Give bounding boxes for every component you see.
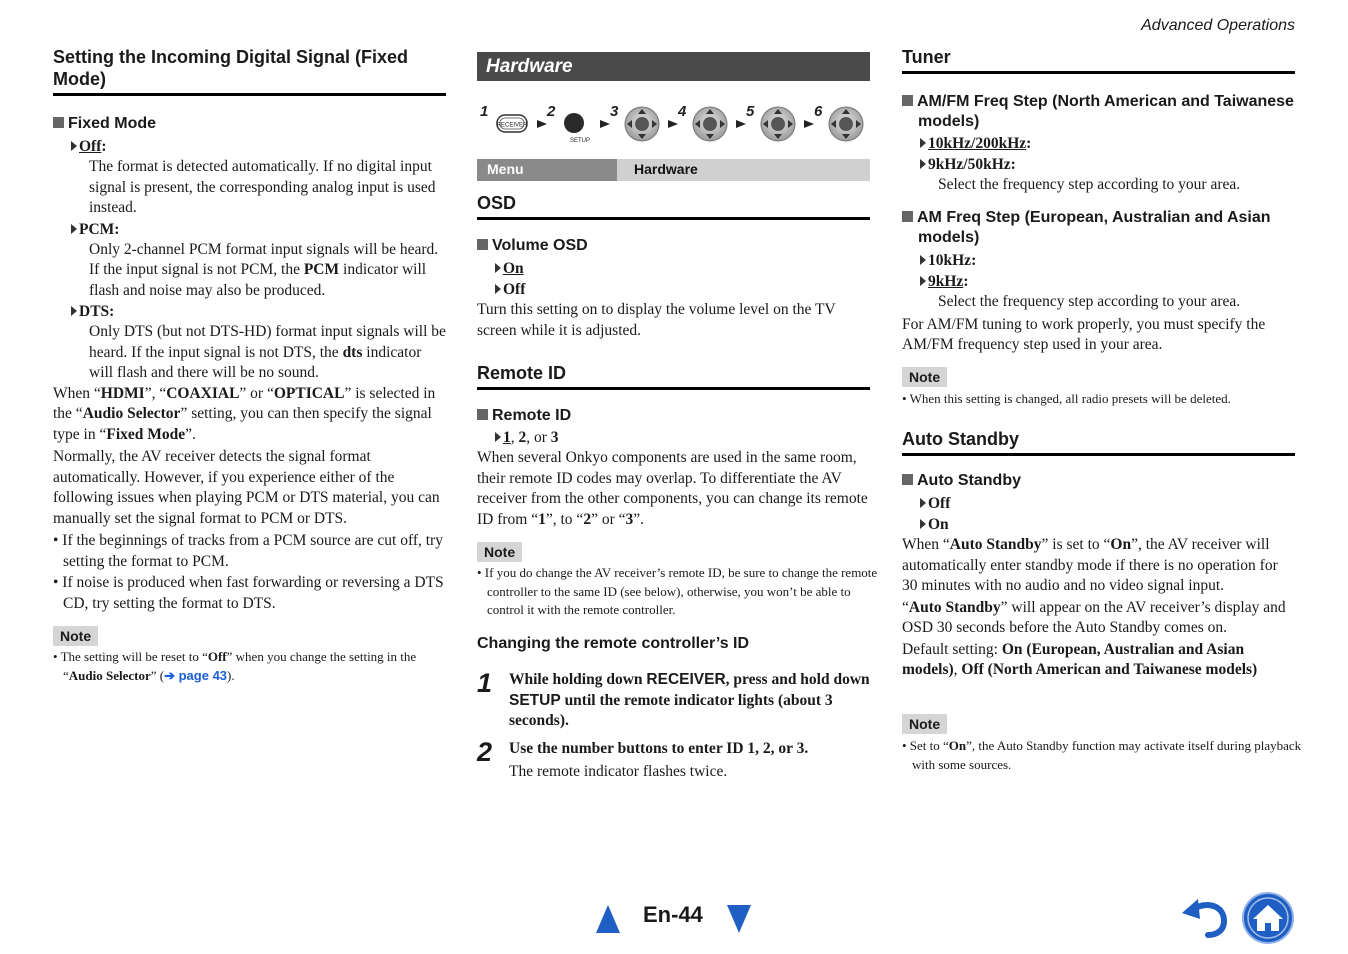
option-9khz: 9kHz:	[902, 271, 1295, 292]
section-title: Setting the Incoming Digital Signal (Fixed Mode)	[53, 46, 446, 96]
triangle-right-icon	[495, 263, 501, 273]
option-dts-desc: Only DTS (but not DTS-HD) format input signals will be heard. If the input signal is not DTS, the dts indicator will flash and there will be no sound.	[89, 323, 446, 381]
square-bullet-icon	[902, 95, 913, 106]
option-dts: DTS:	[53, 301, 446, 322]
auto-standby-title: Auto Standby	[902, 428, 1295, 456]
page-link[interactable]: ➔ page 43	[164, 667, 228, 683]
step-1-number: 1	[477, 668, 493, 698]
step-2-number: 2	[477, 737, 493, 767]
triangle-right-icon	[495, 284, 501, 294]
triangle-right-icon	[71, 224, 77, 234]
step-2-sub: The remote indicator flashes twice.	[509, 762, 728, 780]
bullet-item: • If noise is produced when fast forwarding or reversing a DTS CD, try setting the format to DTS.	[53, 574, 444, 612]
square-bullet-icon	[902, 211, 913, 222]
amfm-freq-options	[902, 133, 1295, 196]
auto-standby-default: Default setting: On (European, Australian and Asian models), Off (North American and Taiwanese models)	[902, 640, 1258, 678]
triangle-right-icon	[495, 432, 501, 442]
option-off: Off	[477, 279, 870, 300]
triangle-right-icon	[920, 276, 926, 286]
amfm-freq-desc: Select the frequency step according to your area.	[938, 176, 1241, 193]
volume-osd-desc: Turn this setting on to display the volume level on the TV screen while it is adjusted.	[477, 301, 836, 339]
note-text: • The setting will be reset to “Off” when you change the setting in the “Audio Selector” (➔ page 43).	[53, 649, 417, 683]
remote-id-heading: Remote ID	[477, 406, 571, 426]
hardware-bar: Hardware	[477, 52, 870, 81]
cursor-pad-icon	[829, 107, 863, 141]
am-freq-desc: Select the frequency step according to your area.	[938, 293, 1241, 310]
menu-path	[477, 159, 870, 181]
note-label: Note	[902, 367, 947, 387]
step-1-text: While holding down RECEIVER, press and hold down SETUP until the remote indicator lights (about 3 seconds).	[509, 671, 870, 729]
back-icon[interactable]	[1180, 895, 1230, 945]
volume-osd-heading: Volume OSD	[477, 236, 588, 256]
step-number-2: 2	[547, 103, 556, 120]
page-number: En-44	[643, 902, 703, 927]
option-off: Off:	[53, 136, 446, 157]
cursor-pad-icon	[761, 107, 795, 141]
triangle-right-icon	[920, 255, 926, 265]
triangle-right-icon	[71, 141, 77, 151]
remote-id-desc: When several Onkyo components are used in the same room, their remote ID codes may overlap. To differentiate the AV receiver from the other components, you can change its remote ID from “1”, to “2” or “3”.	[477, 449, 868, 528]
step-2-text: Use the number buttons to enter ID 1, 2, or 3.	[509, 740, 809, 757]
option-on: On	[477, 258, 870, 279]
option-pcm-desc: Only 2-channel PCM format input signals will be heard. If the input signal is not PCM, the PCM indicator will flash and noise may also be produced.	[89, 240, 439, 299]
paragraph-audio-selector: When “HDMI”, “COAXIAL” or “OPTICAL” is selected in the “Audio Selector” setting, you can then specify the signal type in “Fixed Mode”.	[53, 384, 436, 443]
step-number-5: 5	[746, 103, 755, 120]
osd-title: OSD	[477, 192, 870, 220]
section-header: Advanced Operations	[1141, 17, 1295, 34]
arrow-right-icon	[668, 120, 678, 128]
note-label: Note	[477, 542, 522, 562]
option-off-desc: The format is detected automatically. If no digital input signal is present, the corresponding analog input is used instead.	[89, 158, 436, 216]
option-on: On	[902, 514, 1295, 535]
step-number-6: 6	[814, 103, 823, 120]
triangle-right-icon	[920, 138, 926, 148]
next-page-icon[interactable]	[727, 905, 751, 938]
tuner-title: Tuner	[902, 46, 1295, 74]
step-number-4: 4	[678, 103, 687, 120]
fixed-mode-heading: Fixed Mode	[53, 114, 156, 134]
setup-button-icon	[564, 113, 590, 144]
remote-steps-diagram	[477, 96, 870, 152]
cursor-pad-icon	[693, 107, 727, 141]
square-bullet-icon	[53, 117, 64, 128]
arrow-right-icon	[736, 120, 746, 128]
note-text: • Set to “On”, the Auto Standby function may activate itself during playback with some sources.	[902, 738, 1302, 772]
triangle-right-icon	[920, 159, 926, 169]
arrow-right-icon	[600, 120, 610, 128]
note-label: Note	[53, 626, 98, 646]
note-label: Note	[902, 714, 947, 734]
auto-standby-p1: When “Auto Standby” is set to “On”, the AV receiver will automatically enter standby mode if there is no operation for 30 minutes with no audio and no video signal input.	[902, 536, 1278, 594]
step-2	[477, 739, 870, 782]
square-bullet-icon	[902, 474, 913, 485]
amfm-freq-step-heading: AM/FM Freq Step (North American and Taiwanese models)	[902, 92, 1311, 132]
triangle-right-icon	[920, 498, 926, 508]
prev-page-icon[interactable]	[596, 905, 620, 938]
note-text: • If you do change the AV receiver’s remote ID, be sure to change the remote controller to the same ID (see below), otherwise, you won’t be able to control it with the remote controller.	[477, 565, 878, 617]
option-remote-id: 1, 2, or 3	[477, 427, 870, 448]
am-freq-step-heading: AM Freq Step (European, Australian and Asian models)	[902, 208, 1311, 248]
step-number-3: 3	[610, 103, 619, 120]
remote-id-options	[477, 427, 870, 530]
menu-path-hardware: Hardware	[607, 159, 870, 181]
cursor-pad-icon	[625, 107, 659, 141]
auto-standby-p2: “Auto Standby” will appear on the AV receiver’s display and OSD 30 seconds before the Auto Standby comes on.	[902, 598, 1286, 636]
note-text: • When this setting is changed, all radio presets will be deleted.	[902, 391, 1231, 406]
fixed-mode-options	[53, 136, 446, 614]
arrow-right-icon	[537, 120, 547, 128]
home-icon[interactable]	[1241, 891, 1295, 950]
menu-path-menu: Menu	[477, 159, 617, 181]
paragraph-normally: Normally, the AV receiver detects the signal format automatically. However, if you experience either of the following issues when playing PCM or DTS material, you can manually set the signal format to PCM or DTS.	[53, 448, 440, 527]
step-number-1: 1	[480, 103, 489, 120]
triangle-right-icon	[71, 306, 77, 316]
square-bullet-icon	[477, 239, 488, 250]
auto-standby-heading: Auto Standby	[902, 471, 1021, 491]
option-off: Off	[902, 493, 1295, 514]
option-9khz-50khz: 9kHz/50kHz:	[902, 154, 1295, 175]
option-10khz-200khz: 10kHz/200kHz:	[902, 133, 1295, 154]
bullet-item: • If the beginnings of tracks from a PCM source are cut off, try setting the format to PCM.	[53, 532, 443, 570]
step-1	[477, 670, 870, 732]
column-hardware	[477, 0, 878, 780]
am-freq-options	[902, 250, 1295, 356]
receiver-button-icon	[497, 115, 528, 132]
arrow-right-icon	[804, 120, 814, 128]
tuner-paragraph: For AM/FM tuning to work properly, you must specify the AM/FM frequency step used in your area.	[902, 315, 1266, 353]
change-remote-title: Changing the remote controller’s ID	[477, 635, 750, 652]
receiver-button-label: RECEIVER	[496, 122, 528, 129]
auto-standby-options	[902, 493, 1295, 681]
remote-id-title: Remote ID	[477, 362, 870, 390]
option-10khz: 10kHz:	[902, 250, 1295, 271]
volume-osd-options	[477, 258, 870, 341]
triangle-right-icon	[920, 519, 926, 529]
square-bullet-icon	[477, 409, 488, 420]
option-pcm: PCM:	[53, 219, 446, 240]
setup-button-label: SETUP	[569, 138, 591, 144]
